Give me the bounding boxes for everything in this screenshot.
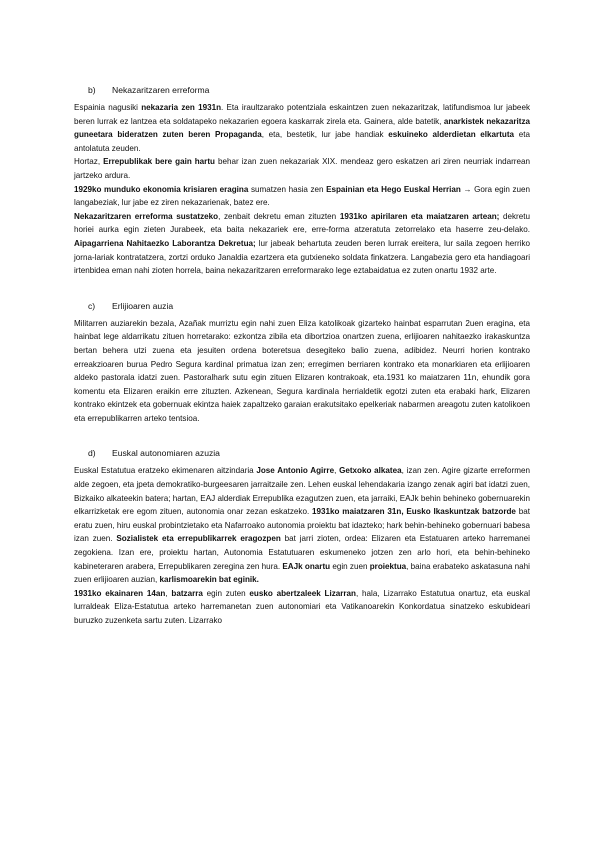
bold-text: batzarra — [171, 588, 203, 598]
bold-text: Nekazaritzaren erreforma sustatzeko — [74, 211, 219, 221]
bold-text: 1931ko ekainaren 14an — [74, 588, 166, 598]
text-run: bat jarri zioten, ordea: Elizaren eta Estatuaren arteko harremanei zegokiena. Izan ere, proiektu hartan, Autonomia Estatutuaren eskumeneko jotzen zen arlo hori, eta behin-behineko kabineteraren arabera, Errepublikaren zeregina zen hura. — [74, 534, 530, 571]
section-d-title: Euskal autonomiaren azuzia — [112, 448, 220, 459]
text-run: , — [334, 466, 340, 476]
bold-text: Aipagarriena Nahitaezko Laborantza Dekretua; — [74, 238, 256, 248]
text-run: , baina erabateko askatasuna nahi zuen erlijioaren auzian, — [74, 561, 530, 585]
section-spacer — [74, 425, 530, 447]
paragraph — [74, 317, 530, 426]
section-d-number: d) — [88, 448, 96, 459]
text-run: egin zuten — [202, 588, 250, 598]
bold-text: Jose Antonio Agirre — [256, 466, 335, 476]
bold-text: nekazaria zen 1931n — [141, 103, 222, 112]
section-b-number: b) — [88, 85, 96, 95]
paragraph — [74, 183, 530, 210]
section-spacer — [74, 278, 530, 300]
text-run: eta antolatuta zeuden. — [74, 130, 530, 153]
bold-text: Errepublikak bere gain hartu — [103, 157, 215, 167]
bold-text: EAJk onartu — [282, 561, 331, 571]
bold-text: Sozialistek eta errepublikarrek eragozpen — [116, 534, 281, 544]
text-run: . Eta iraultzarako potentziala eskaintzen zuen nekazaritzak, latifundismoa lur jabeek beren lurrak ez lantzea eta soldatapeko nekazarien egoera kaskarrak zirela eta. Gainera, alde batetik, — [74, 103, 530, 126]
section-c-heading — [88, 300, 530, 312]
bold-text: karlismoarekin bat eginik. — [159, 575, 259, 585]
text-run: Euskal Estatutua eratzeko ekimenaren aitzindaria — [74, 466, 257, 476]
text-run: sumatzen hasia zen — [248, 184, 327, 194]
section-b-heading — [88, 84, 530, 96]
text-run: Militarren auziarekin bezala, Azañak murriztu egin nahi zuen Eliza katolikoak gizarteko hainbat esparrutan 2uen eragina, eta hainbat lege aldarrikatu zituen horretarako: ezkontza zibila eta dibortzioa onartzen zuena, erlijioaren nahitaezko irakaskuntza bertan behera utzi zuena eta jesuiten ordena boteretsua desegiteko balio zuena, adibidez. Neurri horien kontrako erreakzioaren burua Pedro Segura kardinal primatua izan zen; erregimen berriaren kontrako eta monarkiaren eta erlijioaren aldeko pastorala idatzi zuen. Pastoralhark sutu egin zituen Elizaren kontrakoak, eta.1931 ko maiatzaren 11n, ehundik gora komentu eta Elizaren eraikin erre zituzten. Azkenean, Segura kardinala herrialdetik egotzi zuten eta erabaki hark, Elizaren kontrako ekintzek eta gobernuak ekintza haiek zapaltzeko garaian erakutsitako epelkeriak nabarmen areagotu zuten katolikoen eta errepublikarren arteko tentsioa. — [74, 318, 530, 423]
paragraph — [74, 210, 530, 278]
paragraph — [74, 464, 530, 586]
section-c-title: Erlijioaren auzia — [112, 300, 174, 311]
section-c — [74, 300, 530, 426]
section-d-heading — [88, 447, 530, 459]
text-run: behar izan zuen nekazariak XIX. mendeaz gero eskatzen ari ziren neurriak indarrean jartzeko ardura. — [74, 157, 531, 180]
text-run: , hala, Lizarrako Estatutua onartuz, eta euskal lurraldeak Eliza-Estatutua arteko harremanetan zuen autonomiari eta Vatikanoarekin Konkordatua sinatzeko eskubideari buruzko zuzenketa sartu zuten. Lizarrako — [74, 588, 531, 625]
bold-text: anarkistek nekazaritza guneetara bideratzen zuten beren Propaganda — [74, 116, 530, 140]
text-run: , — [165, 588, 172, 598]
bold-text: Getxoko alkatea — [339, 466, 402, 476]
paragraph — [74, 101, 530, 155]
text-run: Hortaz, — [74, 157, 104, 167]
bold-text: 1931ko apirilaren eta maiatzaren artean; — [339, 211, 500, 221]
bold-text: eskuineko alderdietan elkartuta — [388, 130, 515, 140]
document-page — [74, 84, 530, 628]
section-b — [74, 84, 530, 278]
paragraph — [74, 587, 530, 628]
bold-text: 1931ko maiatzaren 31n, Eusko Ikaskuntzak batzorde — [312, 507, 516, 517]
text-run: lur jabeak behartuta zeuden beren lurrak ereitera, lur saila zegoen herriko jorna-lariak kontratatzera, zortzi orduko Janaldia ezartzera eta gutxieneko soldata finkatzera. Langabezia gero eta handiagoari irtenbidea eman nahi zioten horrela, baina nekazaritzaren erreformarako lege eztabaidatua ez zuten onartu 1932 arte. — [74, 238, 530, 276]
paragraph — [74, 155, 530, 182]
bold-text: proiektua — [369, 561, 407, 571]
text-run: → Gora egin zuen langabeziak, lur jabe ez ziren nekazarienak, batez ere. — [74, 184, 531, 208]
section-d — [74, 447, 530, 627]
text-run: bat eratu zuen, hiru euskal probintzietako eta Nafarroako autonomia proiektu bat idazteko; hark behin-behineko gobernuari babesa izan zuen. — [74, 507, 530, 544]
bold-text: eusko abertzaleek Lizarran — [249, 588, 356, 598]
text-run: egin zuen — [330, 561, 370, 571]
section-b-title: Nekazaritzaren erreforma — [112, 85, 210, 95]
section-c-number: c) — [88, 300, 96, 311]
text-run: dekretu horiei aurka egin zieten Jurabeek, eta baita nekazariek ere, erre-forma atzeratuta zetorrelako eta haserre zeu-delako. — [74, 211, 530, 235]
text-run: , zenbait dekretu eman zituzten — [218, 211, 340, 221]
bold-text: Espainian eta Hego Euskal Herrian — [326, 184, 461, 194]
text-run: Espainia nagusiki — [74, 103, 142, 112]
text-run: , izan zen. Agire gizarte erreformen alde zegoen, eta jpeta demokratiko-burgeesaren jarraitzaile zen. Lehen euskal lehendakaria izango zenak agiri bat idatzi zuen, Bizkaiko alkateekin batera; hartan, EAJ alderdiak Errepublika ezagutzen zuen, eta jarraiki, EAJk behin behineko gobernuarekin elkarrizketak ere egom zituen, autonomia onar zezan eskatzeko. — [74, 466, 530, 517]
text-run: , eta, bestetik, lur jabe handiak — [261, 130, 389, 140]
bold-text: 1929ko munduko ekonomia krisiaren eragina — [74, 184, 249, 194]
